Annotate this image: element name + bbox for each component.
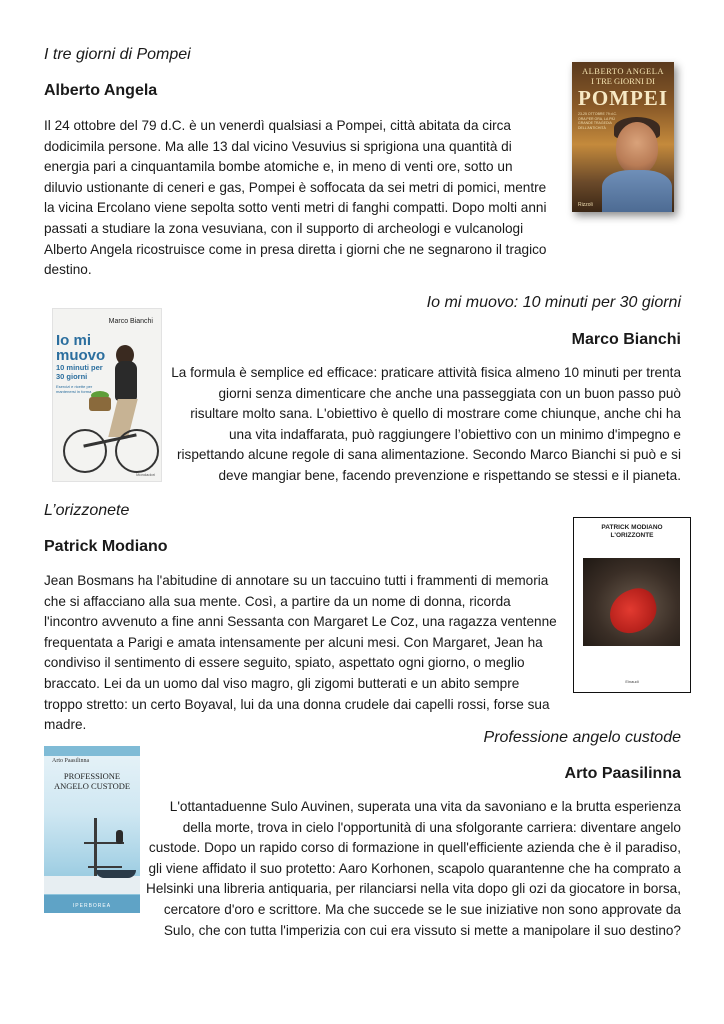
cover-author: PATRICK MODIANO [601,524,663,531]
cover-photo [583,558,680,646]
cover-sea [44,876,140,894]
cover-subtitle: 10 minuti per 30 giorni [56,363,103,381]
cover-author: Arto Paasilinna [52,758,90,764]
book-title: Io mi muovo: 10 minuti per 30 giorni [426,294,681,311]
cover-publisher: Mondadori [136,472,155,477]
cover-tagline: 23-25 OTTOBRE 79 d.C. ORA PER ORA, LA PIÙ GRANDE TRAGEDIA DELL'ANTICHITÀ [578,112,618,130]
book-description: Jean Bosmans ha l'abitudine di annotare su un taccuino tutti i frammenti di memoria che si affacciano alla sua mente. Così, a partire da un nome di donna, ricorda l'incontro avvenuto a fine anni Sessanta con Margaret Le Coz, una ragazza ventenne frequentata a Parigi e amata intensamente per alcuni mesi. Con Margaret, Jean ha condiviso il sentimento di essere seguito, spiato, aspettato ogni giorno, o meglio braccato. Lei da un uomo dal viso magro, gli zigomi butterati e un abito sempre troppo stretto: un certo Boyaval, lui da una donna crudele dai capelli rossi, forse sua madre. [44,573,557,733]
book-author: Patrick Modiano [44,538,168,555]
cover-title-line2: ANGELO CUSTODE [53,781,131,791]
book-author: Arto Paasilinna [564,765,681,782]
cover-title [56,333,105,363]
book-cover-io-mi-muovo [52,308,162,482]
book-title: I tre giorni di Pompei [44,46,191,63]
cover-figure-body [115,361,137,401]
book-title: Professione angelo custode [483,729,681,746]
cover-publisher: IPERBOREA [72,903,112,909]
cover-top-band [44,746,140,756]
cover-author: ALBERTO ANGELA [581,66,665,76]
book-description: La formula è semplice ed efficace: praticare attività fisica almeno 10 minuti per trenta giorni senza dimenticare che anche una passeggiata con un buon passo può risultare molto sana. L'obiettivo è quello di mostrare come chiunque, anche chi ha una vita indaffarata, può raggiungere l’obiettivo con un minimo d'impegno e rispettando alcune regole di sana alimentazione. Secondo Marco Bianchi si può e si deve mangiar bene, facendo prevenzione e rispettando se stessi e il pianeta. [171,365,681,483]
cover-publisher: Rizzoli [578,202,593,208]
book-cover-pompei [572,62,674,212]
cover-title-line1: Io mi [56,332,92,349]
cover-basket [89,397,111,411]
cover-diving-platform-lower [88,866,122,868]
cover-portrait-face [616,122,658,174]
cover-title-line2: muovo [56,347,106,364]
cover-boat [96,870,136,878]
cover-title: L'ORIZZONTE [610,532,654,539]
cover-subtitle: I TRE GIORNI DI [591,76,655,86]
book-author: Marco Bianchi [571,331,681,348]
cover-author: Marco Bianchi [108,318,153,325]
cover-title [44,771,140,791]
cover-diver-figure [116,830,123,844]
book-description: L'ottantaduenne Sulo Auvinen, superata una vita da savoniano e la brutta esperienza della morte, trova in cielo l'opportunità di una sfolgorante carriera: diventare angelo custode. Dopo un rapido corso di formazione in quell'efficiente azienda che è il paradiso, gli viene affidato il suo protetto: Aaro Korhonen, scapolo quarantenne che ha comprato a Helsinki una libreria antiquaria, per rilanciarsi nella vita dopo gli ozi da giocatore in borsa, cercatore d'oro e scrittore. Ma che succede se le sue iniziative non sono approvate da Sulo, che con tutta l'imperizia con cui era vissuto si mette a manipolare il suo destino? [146,799,681,938]
cover-small-text: Esercizi e ricette per mantenersi in forma [56,384,93,394]
book-cover-angelo-custode [44,746,140,913]
cover-title: POMPEI [578,86,668,110]
cover-title-line1: PROFESSIONE [63,771,121,781]
cover-bike-wheel-front [63,429,107,473]
book-author: Alberto Angela [44,82,158,99]
book-cover-orizzonte [573,517,691,693]
book-description: Il 24 ottobre del 79 d.C. è un venerdì qualsiasi a Pompei, città abitata da circa dodicimila persone. Ma alle 13 dal vicino Vesuvius si sprigiona una quantità di energia pari a cinquantamila bombe atomiche e, in meno di venti ore, sotto un diluvio ustionante di ceneri e gas, Pompei è soffocata da sei metri di pomici, mentre la vicina Ercolano viene sepolta sotto venti metri di fanghi compatti. Dopo molti anni passati a studiare la zona vesuviana, con il supporto di archeologi e vulcanologi Alberto Angela ricostruisce come in presa diretta i giorni che ne segnarono il tragico destino. [44,118,547,278]
cover-red-dress [604,584,663,639]
book-title: L’orizzonete [44,502,130,519]
cover-portrait-shirt [602,170,672,212]
cover-publisher: Einaudi [625,679,639,684]
